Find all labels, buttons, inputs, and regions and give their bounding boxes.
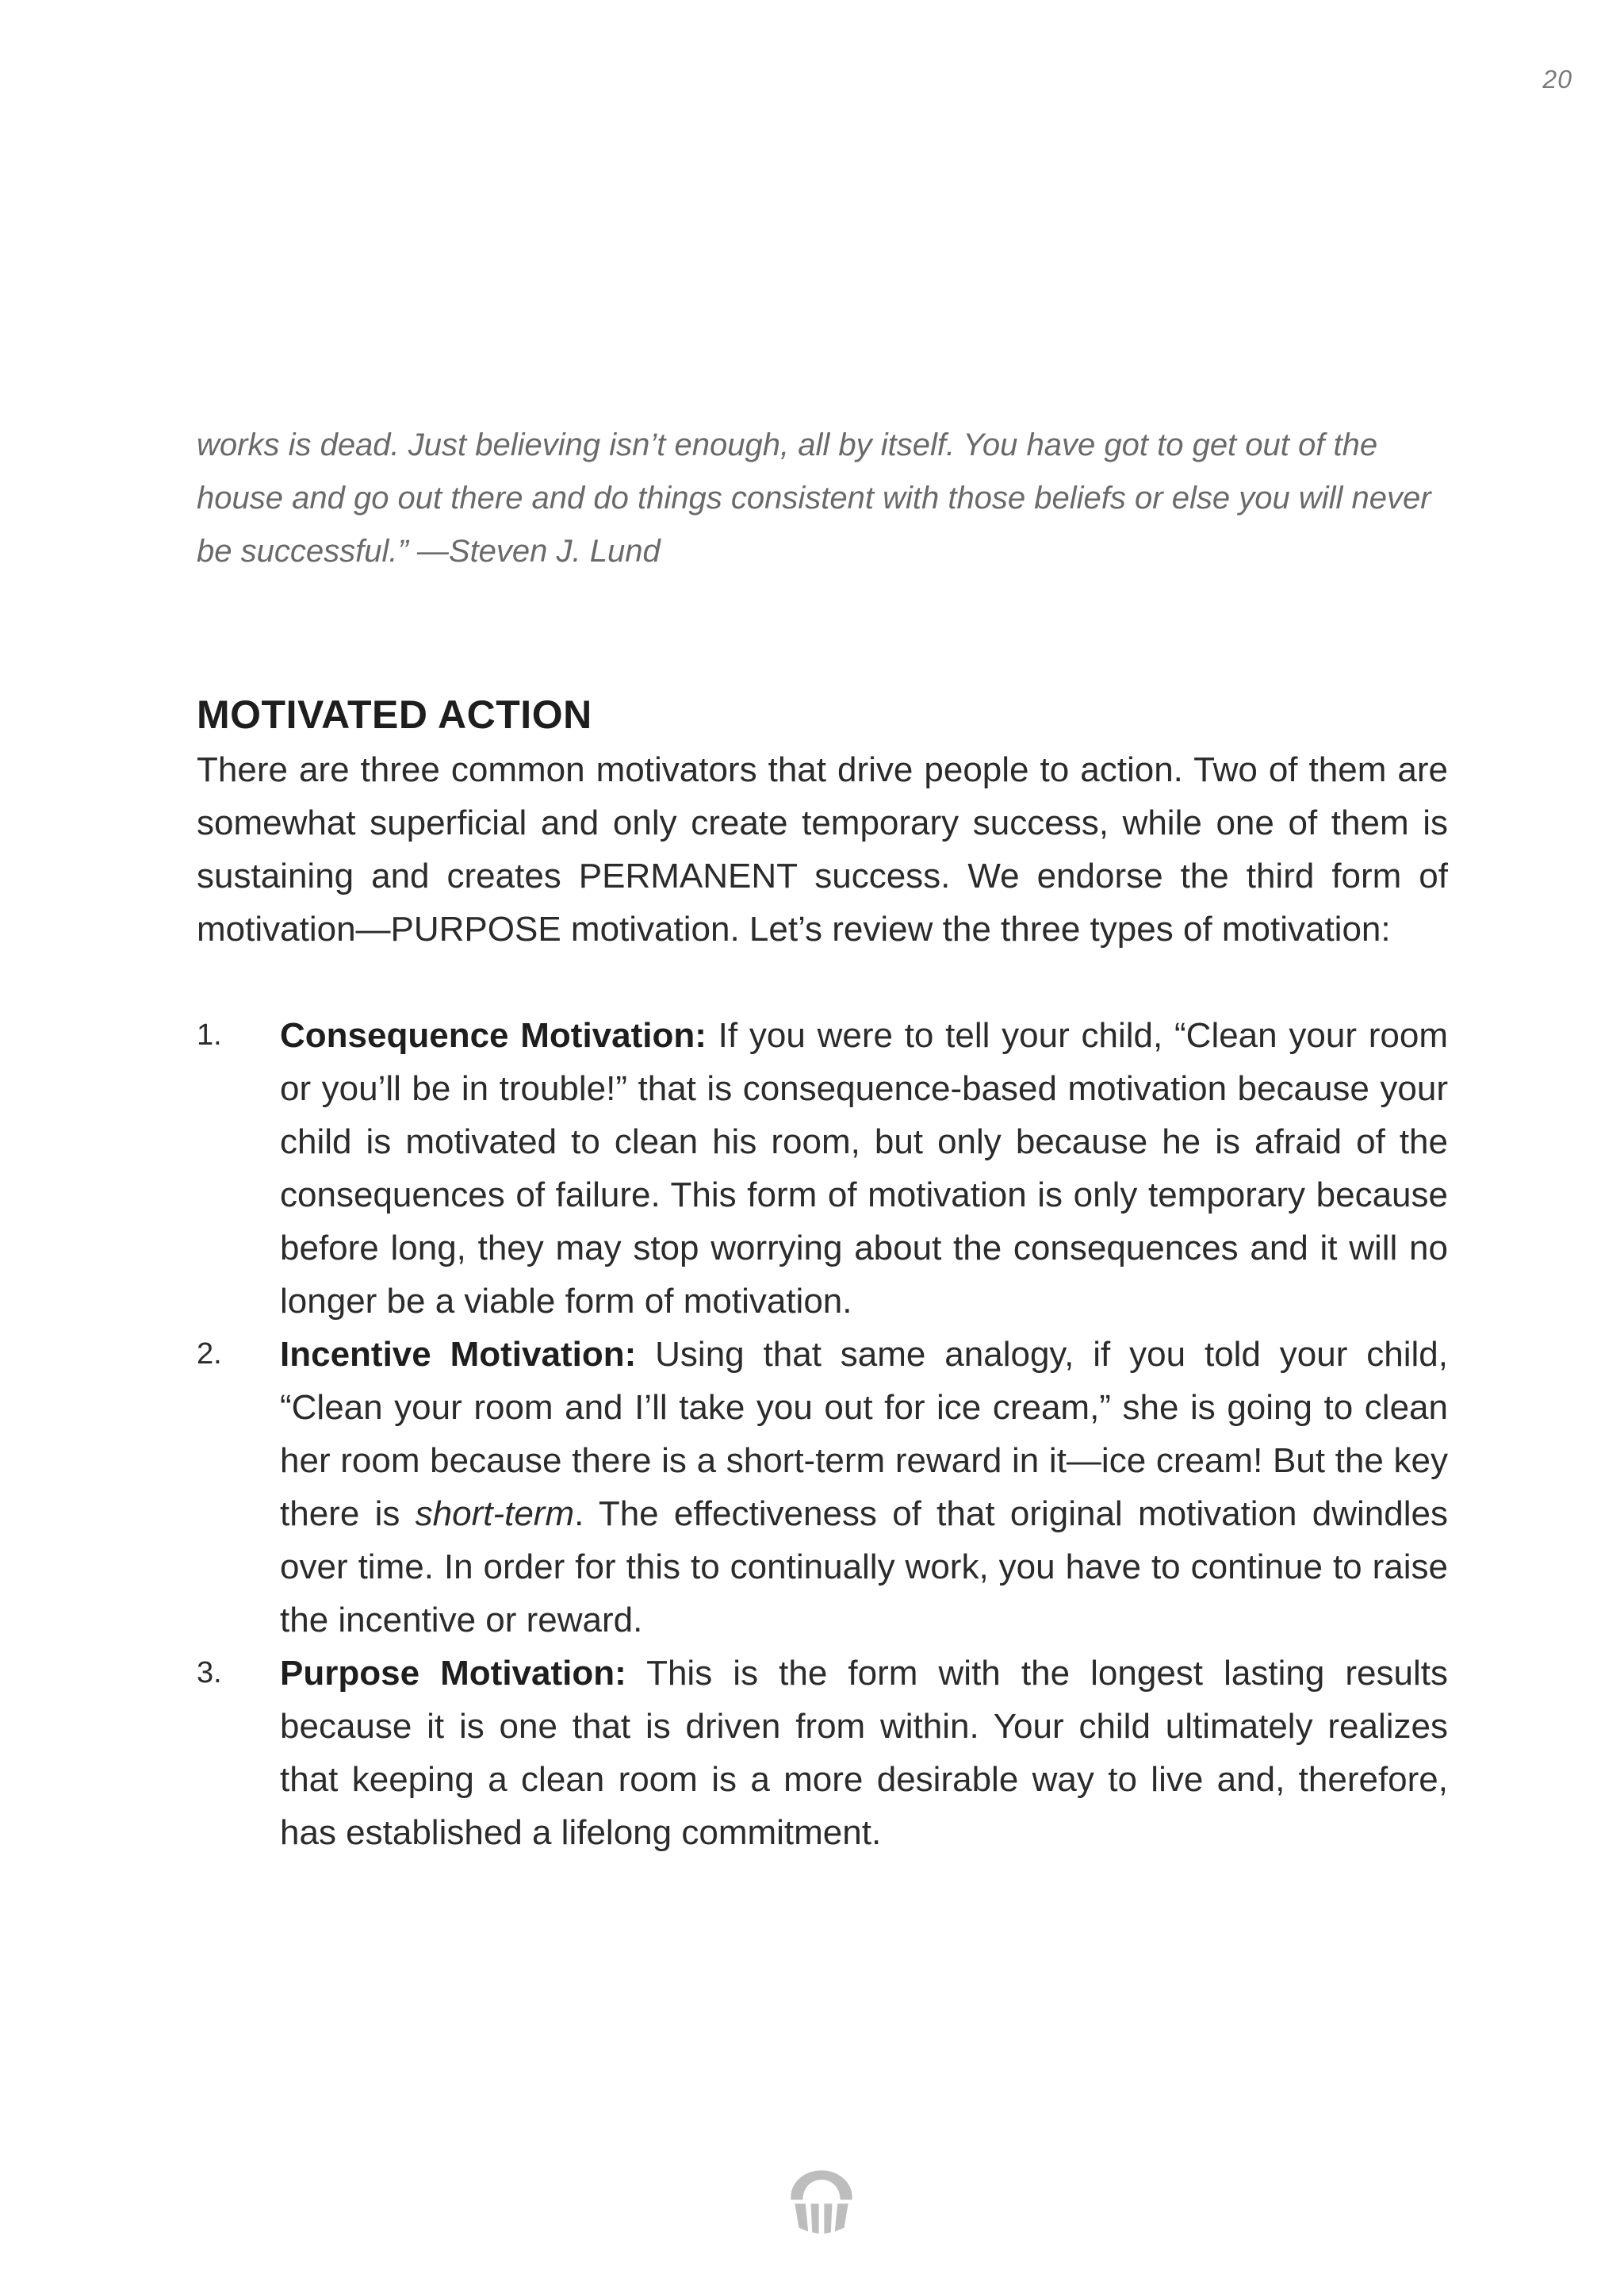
list-item-emphasis: short-term (415, 1494, 575, 1533)
list-item-number: 3. (197, 1656, 222, 1689)
list-item-text: This is the form with the longest lasting results because it is one that is driven from within. Your child ultimately realizes that keeping a clean room is a more desirable way to live and, therefore, has established a lifelong commitment. (280, 1654, 1448, 1852)
section-heading: MOTIVATED ACTION (197, 692, 592, 737)
list-item-text: If you were to tell your child, “Clean your room or you’ll be in trouble!” that is consequence-based motivation because your child is motivated to clean his room, but only because he is afraid of the consequences of failure. This form of motivation is only temporary because before long, they may stop worrying about the consequences and it will no longer be a viable form of motivation. (280, 1016, 1448, 1321)
list-item-text: Using that same analogy, if you told your child, “Clean your room and I’ll take you out for ice cream,” she is going to clean her room because there is a short-term reward in it—ice cream! But the key there is (280, 1335, 1449, 1533)
list-item-incentive (197, 1328, 1448, 1647)
page-number: 20 (1542, 65, 1572, 94)
quote-text: works is dead. Just believing isn’t enough, all by itself. You have got to get out of the house and go out there and do things consistent with those beliefs or else you will never be successful.” —Steven J. Lund (197, 428, 1431, 569)
list-item-term: Consequence Motivation: (280, 1016, 707, 1055)
list-item-term: Incentive Motivation: (280, 1335, 637, 1374)
motivation-list (197, 1009, 1448, 1859)
list-item-term: Purpose Motivation: (280, 1654, 626, 1693)
page-content (197, 419, 1448, 1859)
list-item-consequence (197, 1009, 1448, 1328)
list-item-text: . The effectiveness of that original motivation dwindles over time. In order for this to continually work, you have to continue to raise the incentive or reward. (280, 1494, 1448, 1639)
list-item-number: 2. (197, 1337, 222, 1371)
intro-paragraph: There are three common motivators that drive people to action. Two of them are somewhat superficial and only create temporary success, while one of them is sustaining and creates PERMANENT success. We endorse the third form of motivation—PURPOSE motivation. Let’s review the three types of motivation: (197, 750, 1448, 949)
list-item-number: 1. (197, 1018, 222, 1052)
brand-logo-icon (788, 2168, 855, 2234)
list-item-purpose (197, 1647, 1448, 1859)
